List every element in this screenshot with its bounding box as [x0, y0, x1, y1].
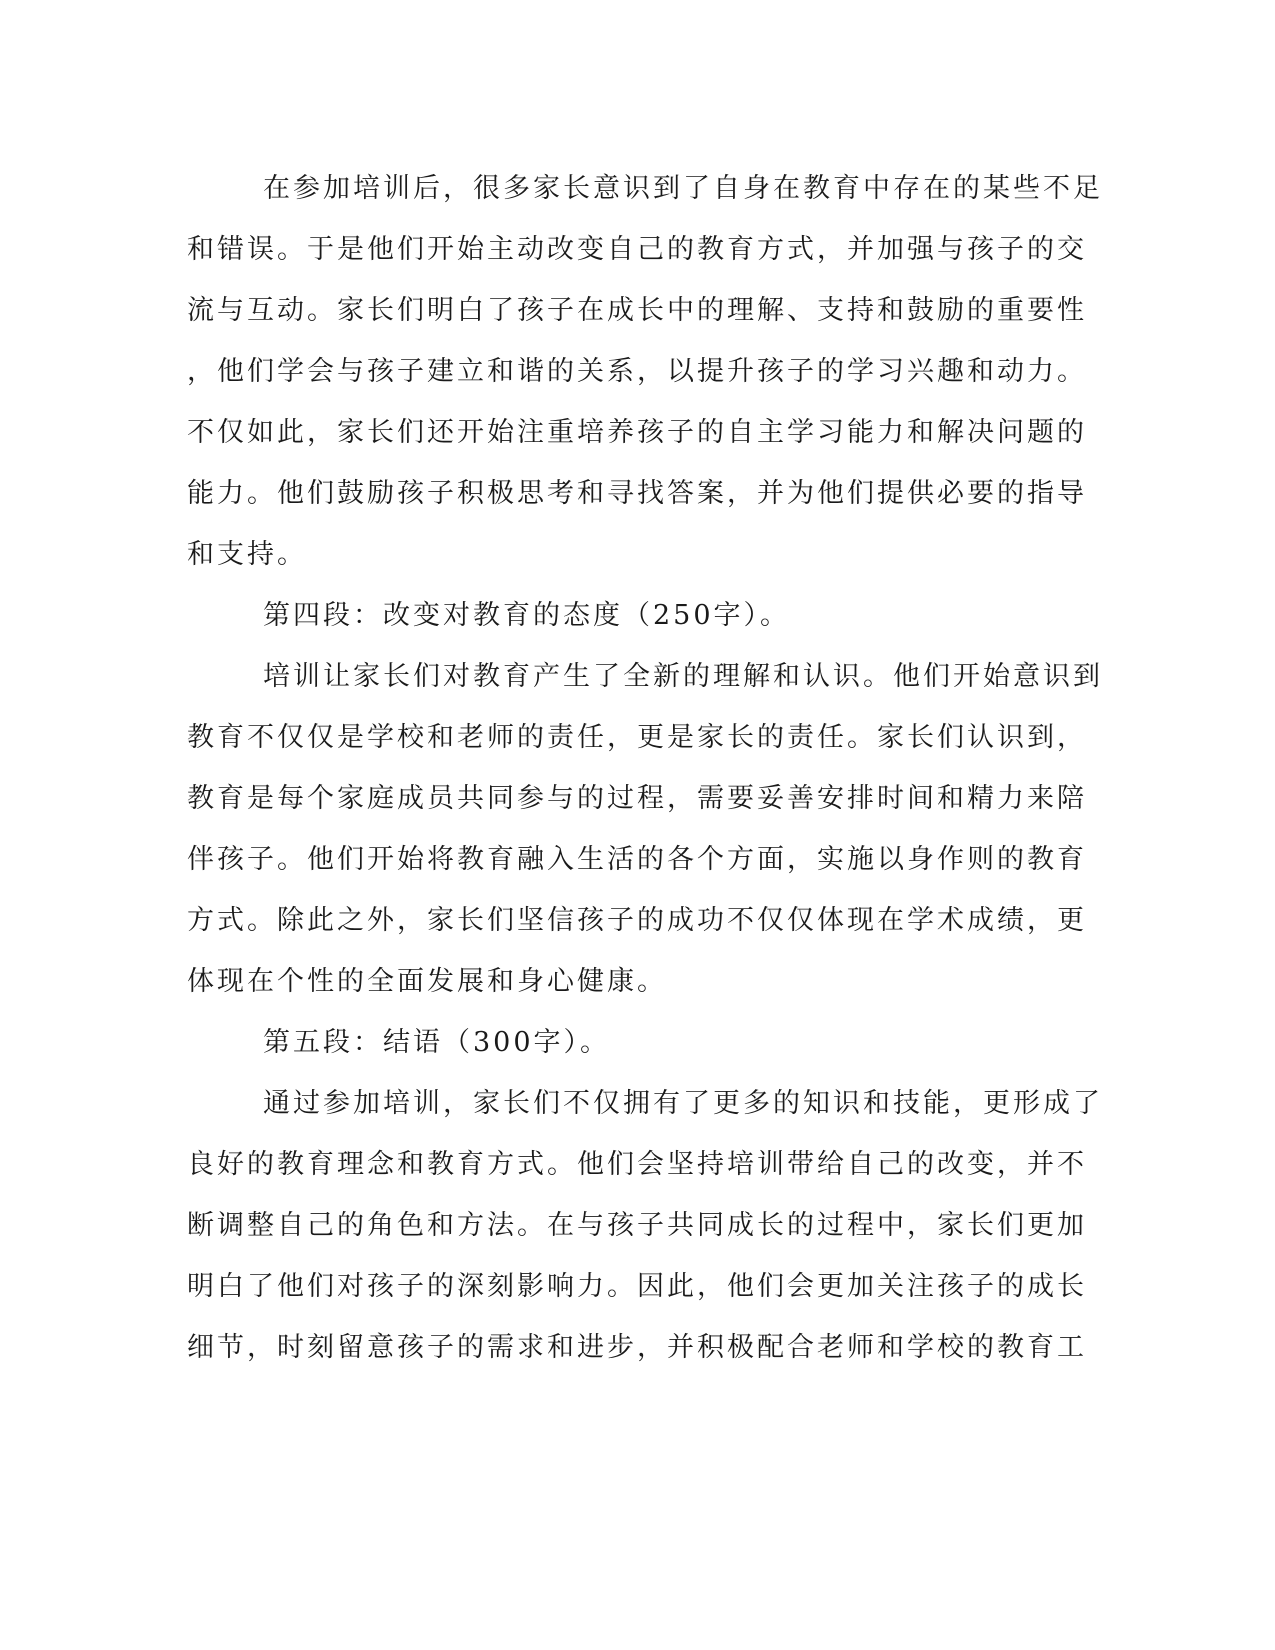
body-text: [187, 158, 1103, 1378]
text-line: 教育不仅仅是学校和老师的责任，更是家长的责任。家长们认识到，: [187, 722, 1087, 753]
text-line: 细节，时刻留意孩子的需求和进步，并积极配合老师和学校的教育工: [187, 1332, 1087, 1363]
text-line: 流与互动。家长们明白了孩子在成长中的理解、支持和鼓励的重要性: [187, 295, 1087, 326]
text-line: 体现在个性的全面发展和身心健康。: [187, 966, 667, 997]
text-line: 不仅如此，家长们还开始注重培养孩子的自主学习能力和解决问题的: [187, 417, 1087, 448]
text-line: 通过参加培训，家长们不仅拥有了更多的知识和技能，更形成了: [263, 1088, 1103, 1119]
section-heading: 第四段：改变对教育的态度（250字）。: [263, 600, 791, 631]
text-line: 方式。除此之外，家长们坚信孩子的成功不仅仅体现在学术成绩，更: [187, 905, 1087, 936]
text-line: 在参加培训后，很多家长意识到了自身在教育中存在的某些不足: [263, 173, 1103, 204]
text-line: 能力。他们鼓励孩子积极思考和寻找答案，并为他们提供必要的指导: [187, 478, 1087, 509]
section-heading: 第五段：结语（300字）。: [263, 1027, 611, 1058]
text-line: 良好的教育理念和教育方式。他们会坚持培训带给自己的改变，并不: [187, 1149, 1087, 1180]
text-line: 和支持。: [187, 539, 307, 570]
text-line: 教育是每个家庭成员共同参与的过程，需要妥善安排时间和精力来陪: [187, 783, 1087, 814]
text-line: 明白了他们对孩子的深刻影响力。因此，他们会更加关注孩子的成长: [187, 1271, 1087, 1302]
text-line: ，他们学会与孩子建立和谐的关系，以提升孩子的学习兴趣和动力。: [187, 356, 1087, 387]
text-line: 和错误。于是他们开始主动改变自己的教育方式，并加强与孩子的交: [187, 234, 1087, 265]
text-line: 培训让家长们对教育产生了全新的理解和认识。他们开始意识到: [263, 661, 1103, 692]
text-line: 伴孩子。他们开始将教育融入生活的各个方面，实施以身作则的教育: [187, 844, 1087, 875]
text-line: 断调整自己的角色和方法。在与孩子共同成长的过程中，家长们更加: [187, 1210, 1087, 1241]
